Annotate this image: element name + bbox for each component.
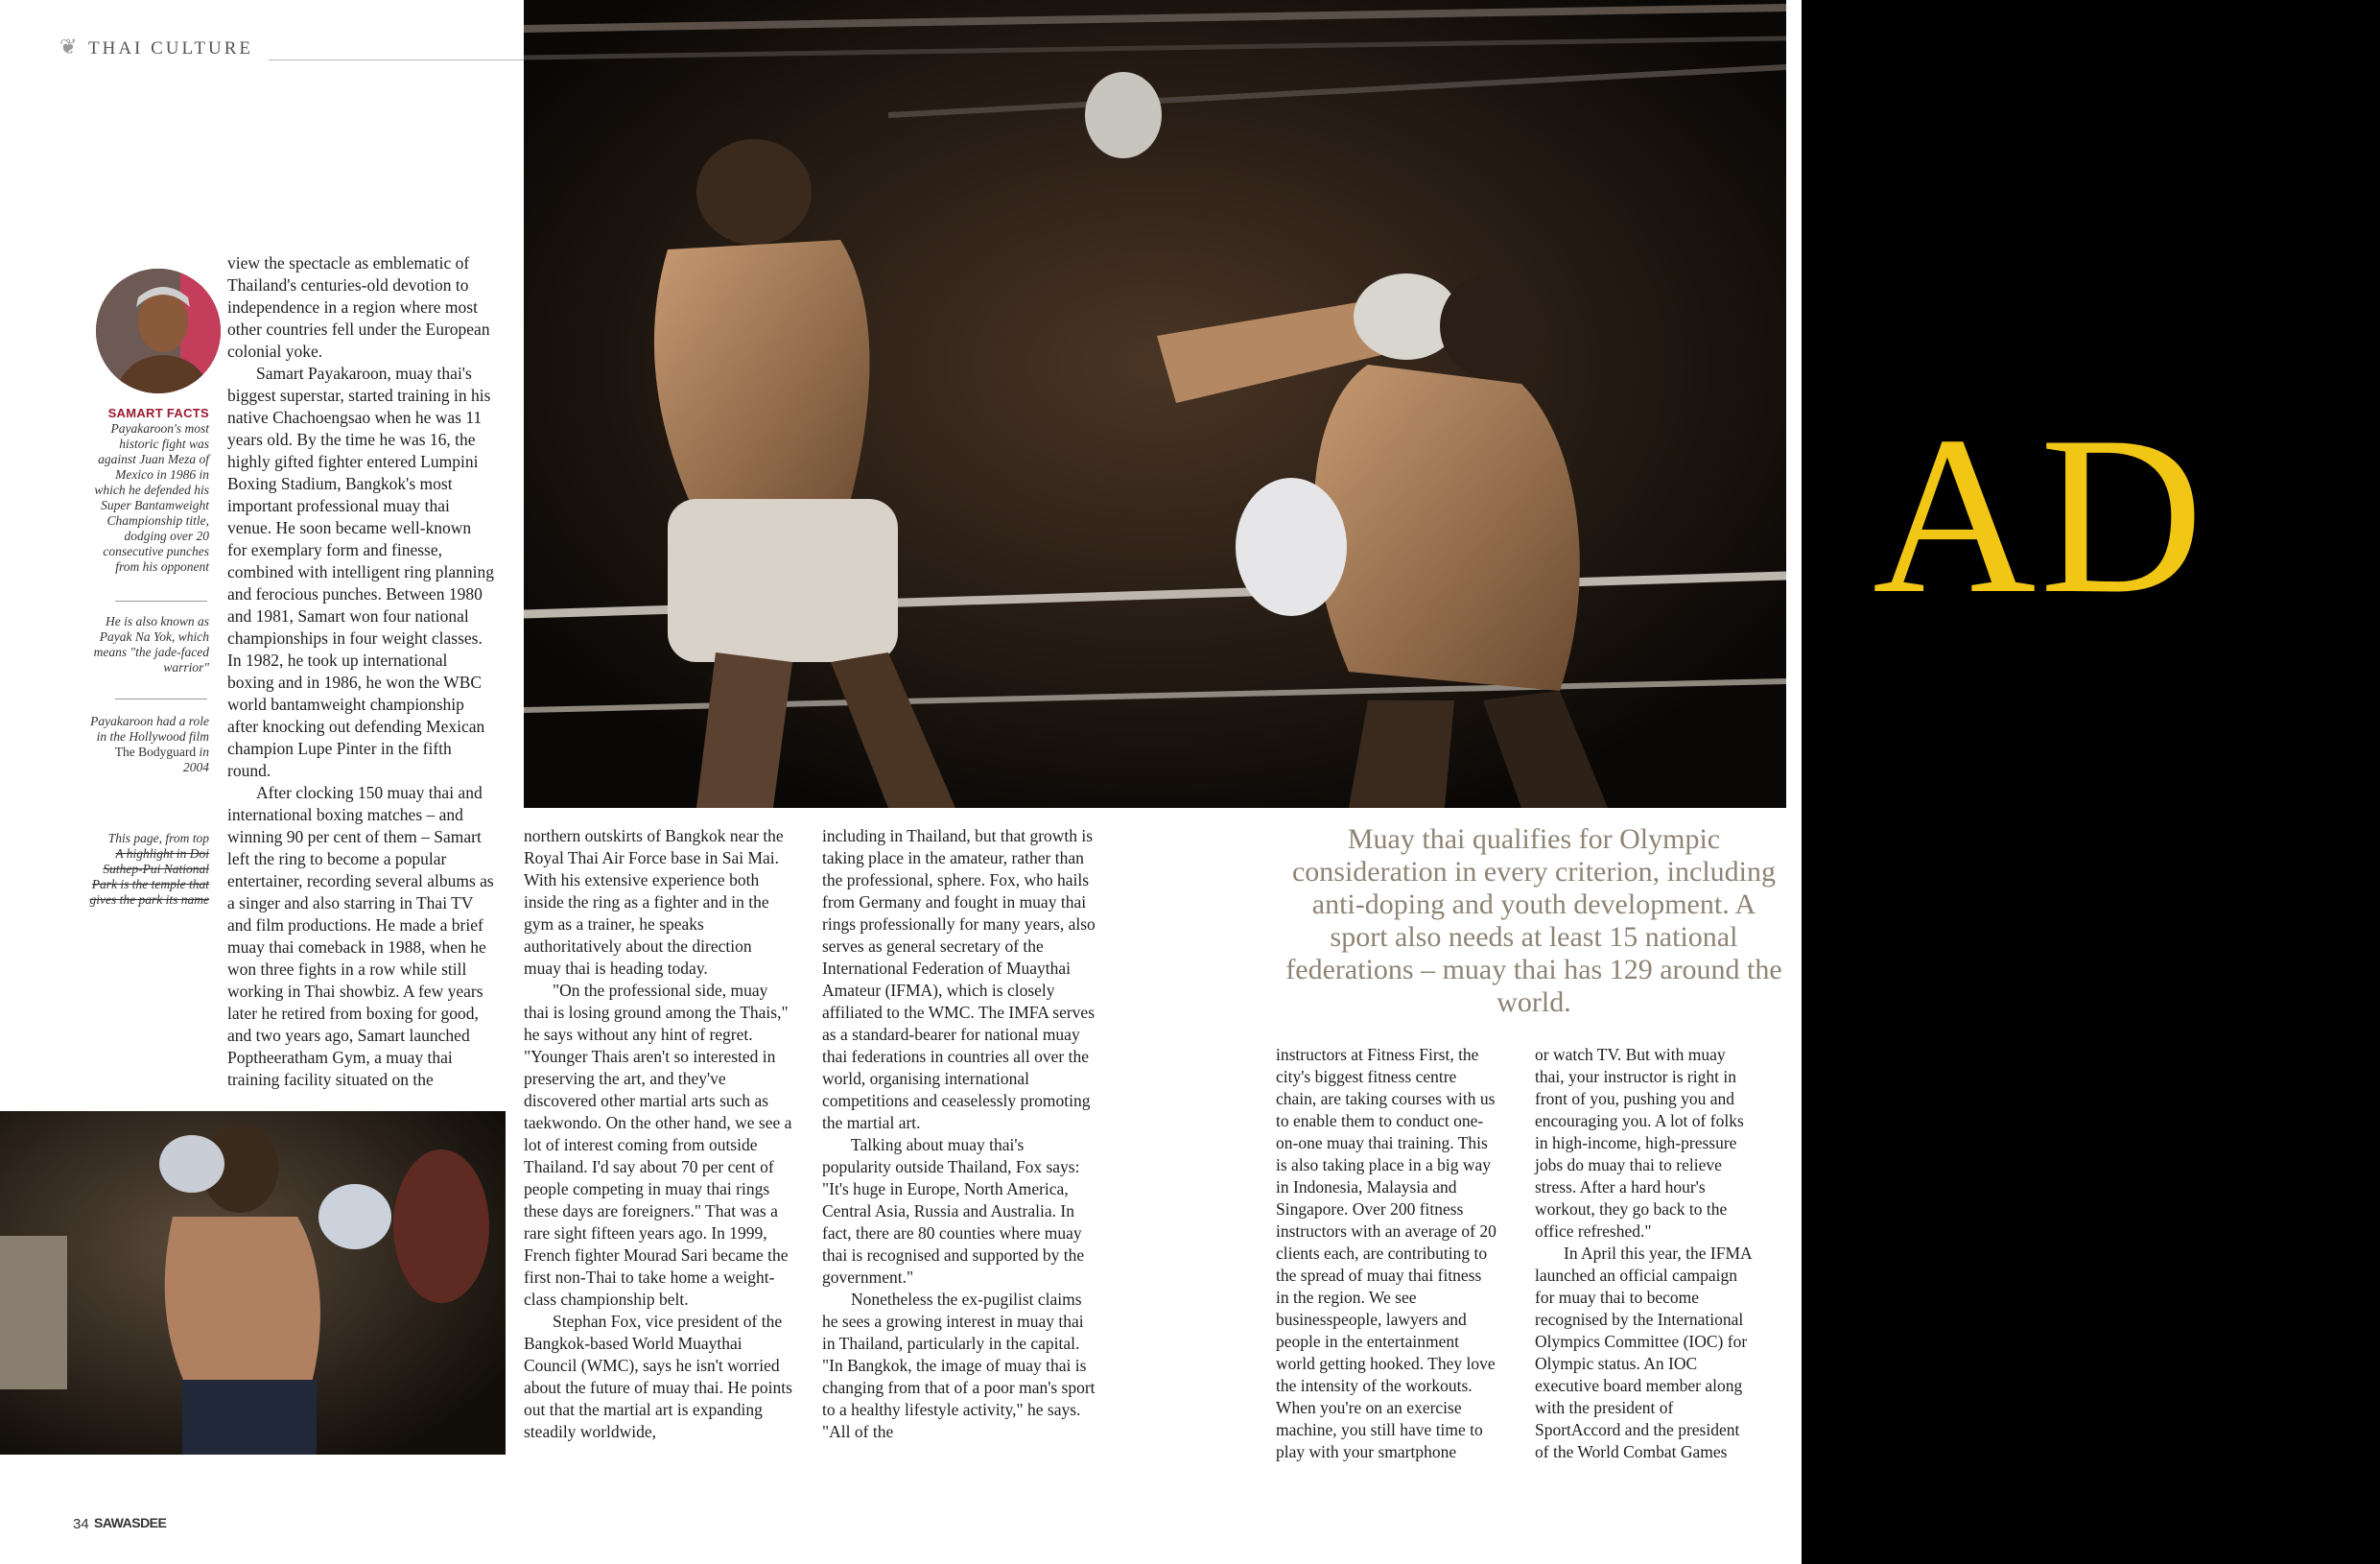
article-column-5: or watch TV. But with muay thai, your instructor is right in front of you, pushing you and encouraging you. A lot of folks in high-income, high-pressure jobs do muay thai to relieve stress. After a hard hour's workout, they go back to the office refreshed." In April this year, the IFMA launched an official campaign for muay thai to become recognised by the International Olympics Committee (IOC) for Olympic status. An IOC executive board member along with the president of SportAccord and the president of the World Combat Games: [1535, 1045, 1752, 1461]
ad-panel[interactable]: [1802, 0, 2380, 1564]
article-column-4: instructors at Fitness First, the city's biggest fitness centre chain, are taking courses with us to enable them to conduct one-on-one muay thai training. This is also taking place in a big way in Indonesia, Malaysia and Singapore. Over 200 fitness instructors with an average of 20 clients each, are contributing to the spread of muay thai fitness in the region. We see businesspeople, lawyers and people in the entertainment world getting hooked. They love the intensity of the workouts. When you're on an exercise machine, you still have time to play with your smartphone: [1276, 1045, 1496, 1461]
article-column-2: northern outskirts of Bangkok near the Royal Thai Air Force base in Sai Mai. With his extensive experience both inside the ring as a fighter and in the gym as a trainer, he speaks authoritatively about the direction muay thai is heading today. "On the professional side, muay thai is losing ground among the Thais," he says without any hint of regret. "Younger Thais aren't so interested in preserving the art, and they've discovered other martial arts such as taekwondo. On the other hand, we see a lot of interest coming from outside Thailand. I'd say about 70 per cent of people competing in muay thai rings these days are foreigners." That was a rare sight fifteen years ago. In 1999, French fighter Mourad Sari became the first non-Thai to take home a weight-class championship belt. Stephan Fox, vice president of the Bangkok-based World Muaythai Council (WMC), says he isn't worried about the future of muay thai. He points out that the martial art is expanding steadily worldwide,: [524, 826, 792, 1441]
sidebar-divider: [115, 601, 207, 602]
pull-quote: Muay thai qualifies for Olympic consideration in every criterion, including anti-doping and youth development. A sport also needs at least 15 national federations – muay thai has 129 around the world.: [1285, 823, 1782, 1018]
magazine-logo: SAWASDEE: [94, 1515, 167, 1530]
hero-photo-boxers: [524, 0, 1786, 808]
sidebar-facts: [88, 406, 209, 575]
sub-photo-boxer: [0, 1111, 506, 1455]
sidebar-fact: He is also known as Payak Na Yok, which means "the jade-faced warrior": [93, 614, 209, 675]
avatar: [96, 269, 221, 393]
ornament-icon: ❦: [59, 35, 78, 59]
photo-caption: This page, from top A highlight in Doi Suthep-Pui National Park is the temple that gives the park its name: [89, 831, 209, 907]
sidebar-fact: Payakaroon's most historic fight was against Juan Meza of Mexico in 1986 in which he defended his Super Bantamweight Championship title, dodging over 20 consecutive punches from his opponent: [94, 421, 209, 574]
page-number: 34: [73, 1516, 89, 1532]
sidebar-fact: Payakaroon had a role in the Hollywood film The Bodyguard in 2004: [90, 714, 209, 774]
sidebar-title: SAMART FACTS: [107, 406, 209, 420]
section-label: THAI CULTURE: [88, 38, 253, 59]
film-title: The Bodyguard: [114, 745, 197, 759]
article-column-3: including in Thailand, but that growth is taking place in the amateur, rather than the professional, sphere. Fox, who hails from Germany and fought in muay thai rings professionally for many years, also serves as general secretary of the International Federation of Muaythai Amateur (IFMA), which is closely affiliated to the WMC. The IMFA serves as a standard-bearer for national muay thai federations in countries all over the world, organising international competitions and ceaselessly promoting the martial art. Talking about muay thai's popularity outside Thailand, Fox says: "It's huge in Europe, North America, Central Asia, Russia and Australia. In fact, there are 80 counties where muay thai is recognised and supported by the government." Nonetheless the ex-pugilist claims he sees a growing interest in muay thai in Thailand, particularly in the capital. "In Bangkok, the image of muay thai is changing from that of a poor man's sport to a healthy lifestyle activity," he says. "All of the: [822, 826, 1096, 1441]
article-column-1: view the spectacle as emblematic of Thailand's centuries-old devotion to independence in a region where most other countries fell under the European colonial yoke. Samart Payakaroon, muay thai's biggest superstar, started training in his native Chachoengsao when he was 11 years old. By the time he was 16, the highly gifted fighter entered Lumpini Boxing Stadium, Bangkok's most important professional muay thai venue. He soon became well-known for exemplary form and finesse, combined with intelligent ring planning and ferocious punches. Between 1980 and 1981, Samart won four national championships in four weight classes. In 1982, he took up international boxing and in 1986, he won the WBC world bantamweight championship after knocking out defending Mexican champion Lupe Pinter in the fifth round. After clocking 150 muay thai and international boxing matches – and winning 90 per cent of them – Samart left the ring to become a popular entertainer, recording several albums as a singer and also starring in Thai TV and film productions. He made a brief muay thai comeback in 1988, when he won three fights in a row while still working in Thai showbiz. A few years later he retired from boxing for good, and two years ago, Samart launched Poptheeratham Gym, a muay thai training facility situated on the: [227, 253, 495, 1089]
ad-label[interactable]: AD: [1873, 391, 2207, 641]
